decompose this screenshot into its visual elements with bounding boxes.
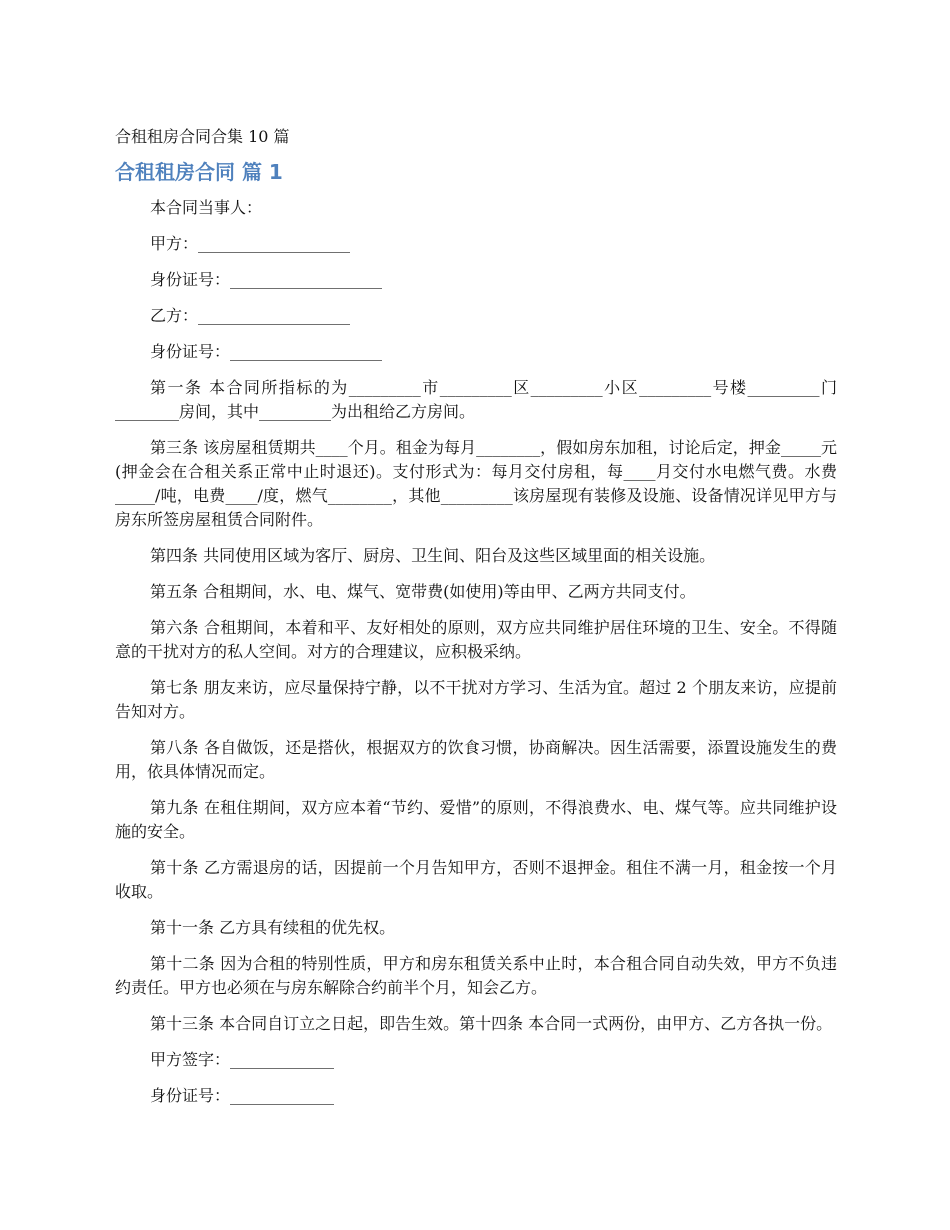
paragraph-article-6: 第六条 合租期间，本着和平、友好相处的原则，双方应共同维护居住环境的卫生、安全。不得随意的干扰对方的私人空间。对方的合理建议，应积极采纳。 [115, 618, 837, 661]
paragraph-article-10: 第十条 乙方需退房的话，因提前一个月告知甲方，否则不退押金。租住不满一月，租金按一个月收取。 [115, 858, 837, 901]
document-title: 合租租房合同合集 10 篇 [115, 127, 290, 146]
paragraph-article-4: 第四条 共同使用区域为客厅、厨房、卫生间、阳台及这些区域里面的相关设施。 [150, 546, 716, 565]
paragraph-party-b: 乙方：___________________ [150, 306, 351, 325]
paragraph-article-7: 第七条 朋友来访，应尽量保持宁静，以不干扰对方学习、生活为宜。超过 2 个朋友来访，应提前告知对方。 [115, 678, 837, 721]
paragraph-article-3: 第三条 该房屋租赁期共____个月。租金为每月________，假如房东加租，讨论后定，押金_____元(押金会在合租关系正常中止时退还)。支付形式为：每月交付房租，每____月交付水电燃气费。水费_____/吨，电费____/度，燃气________，其他_________该房屋现有装修及设施、设备情况详见甲方与房东所签房屋租赁合同附件。 [115, 438, 837, 529]
paragraph-party-a-id: 身份证号：___________________ [150, 270, 383, 289]
paragraph-party-a-signature: 甲方签字：_____________ [150, 1050, 335, 1069]
paragraph-article-13-14: 第十三条 本合同自订立之日起，即告生效。第十四条 本合同一式两份，由甲方、乙方各执一份。 [150, 1014, 833, 1033]
paragraph-article-9: 第九条 在租住期间，双方应本着“节约、爱惜”的原则，不得浪费水、电、煤气等。应共同维护设施的安全。 [115, 798, 837, 841]
paragraph-article-12: 第十二条 因为合租的特别性质，甲方和房东租赁关系中止时，本合租合同自动失效，甲方不负违约责任。甲方也必须在与房东解除合约前半个月，知会乙方。 [115, 954, 837, 997]
paragraph-article-8: 第八条 各自做饭，还是搭伙，根据双方的饮食习惯，协商解决。因生活需要，添置设施发生的费用，依具体情况而定。 [115, 738, 837, 781]
paragraph-article-11: 第十一条 乙方具有续租的优先权。 [150, 918, 396, 937]
paragraph-article-5: 第五条 合租期间，水、电、煤气、宽带费(如使用)等由甲、乙两方共同支付。 [150, 582, 696, 601]
paragraph-signature-id: 身份证号：_____________ [150, 1086, 335, 1105]
paragraph-party-b-id: 身份证号：___________________ [150, 342, 383, 361]
paragraph-article-1: 第一条 本合同所指标的为_________市_________区_________小区_________号楼_________门________房间，其中_________为出租给乙方房间。 [115, 378, 837, 421]
paragraph-party-a: 甲方：___________________ [150, 234, 351, 253]
document-body [115, 124, 837, 1120]
section-heading: 合租租房合同 篇 1 [115, 160, 283, 184]
paragraph-parties-intro: 本合同当事人： [150, 198, 263, 217]
